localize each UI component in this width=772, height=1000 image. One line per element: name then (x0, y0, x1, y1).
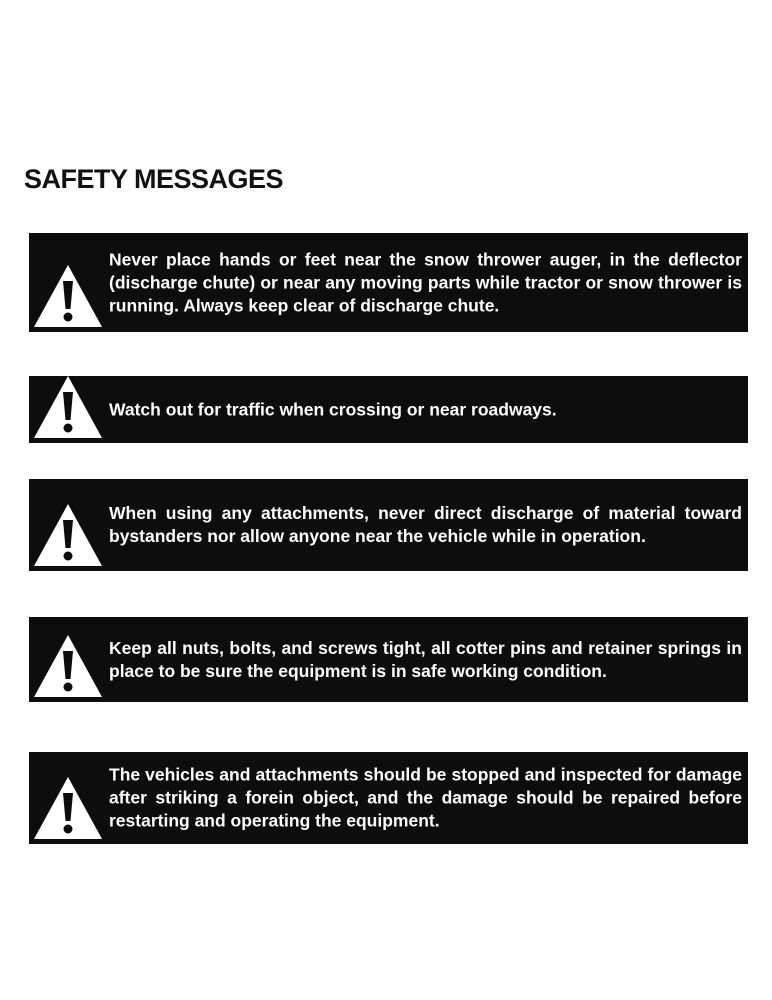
warning-icon (32, 374, 104, 440)
safety-message-text: Keep all nuts, bolts, and screws tight, all cotter pins and retainer springs in place to be sure the equipment is in safe working condition. (109, 637, 742, 681)
warning-icon (32, 633, 104, 699)
safety-message-2 (29, 376, 748, 443)
safety-message-3 (29, 479, 748, 571)
warning-icon (32, 775, 104, 841)
page-title: SAFETY MESSAGES (24, 164, 284, 194)
safety-message-text: Watch out for traffic when crossing or near roadways. (109, 399, 557, 419)
warning-icon (32, 502, 104, 568)
warning-icon (32, 263, 104, 329)
safety-message-text: Never place hands or feet near the snow thrower auger, in the deflector (discharge chute) or near any moving parts while tractor or snow thrower is running. Always keep clear of discharge chute. (109, 249, 742, 315)
safety-message-text: The vehicles and attachments should be stopped and inspected for damage after striking a forein object, and the damage should be repaired before restarting and operating the equipment. (109, 764, 742, 831)
safety-message-4 (29, 617, 748, 702)
safety-message-5 (29, 752, 748, 844)
safety-message-text: When using any attachments, never direct discharge of material toward bystanders nor allow anyone near the vehicle while in operation. (109, 503, 742, 546)
safety-message-1 (29, 233, 748, 332)
